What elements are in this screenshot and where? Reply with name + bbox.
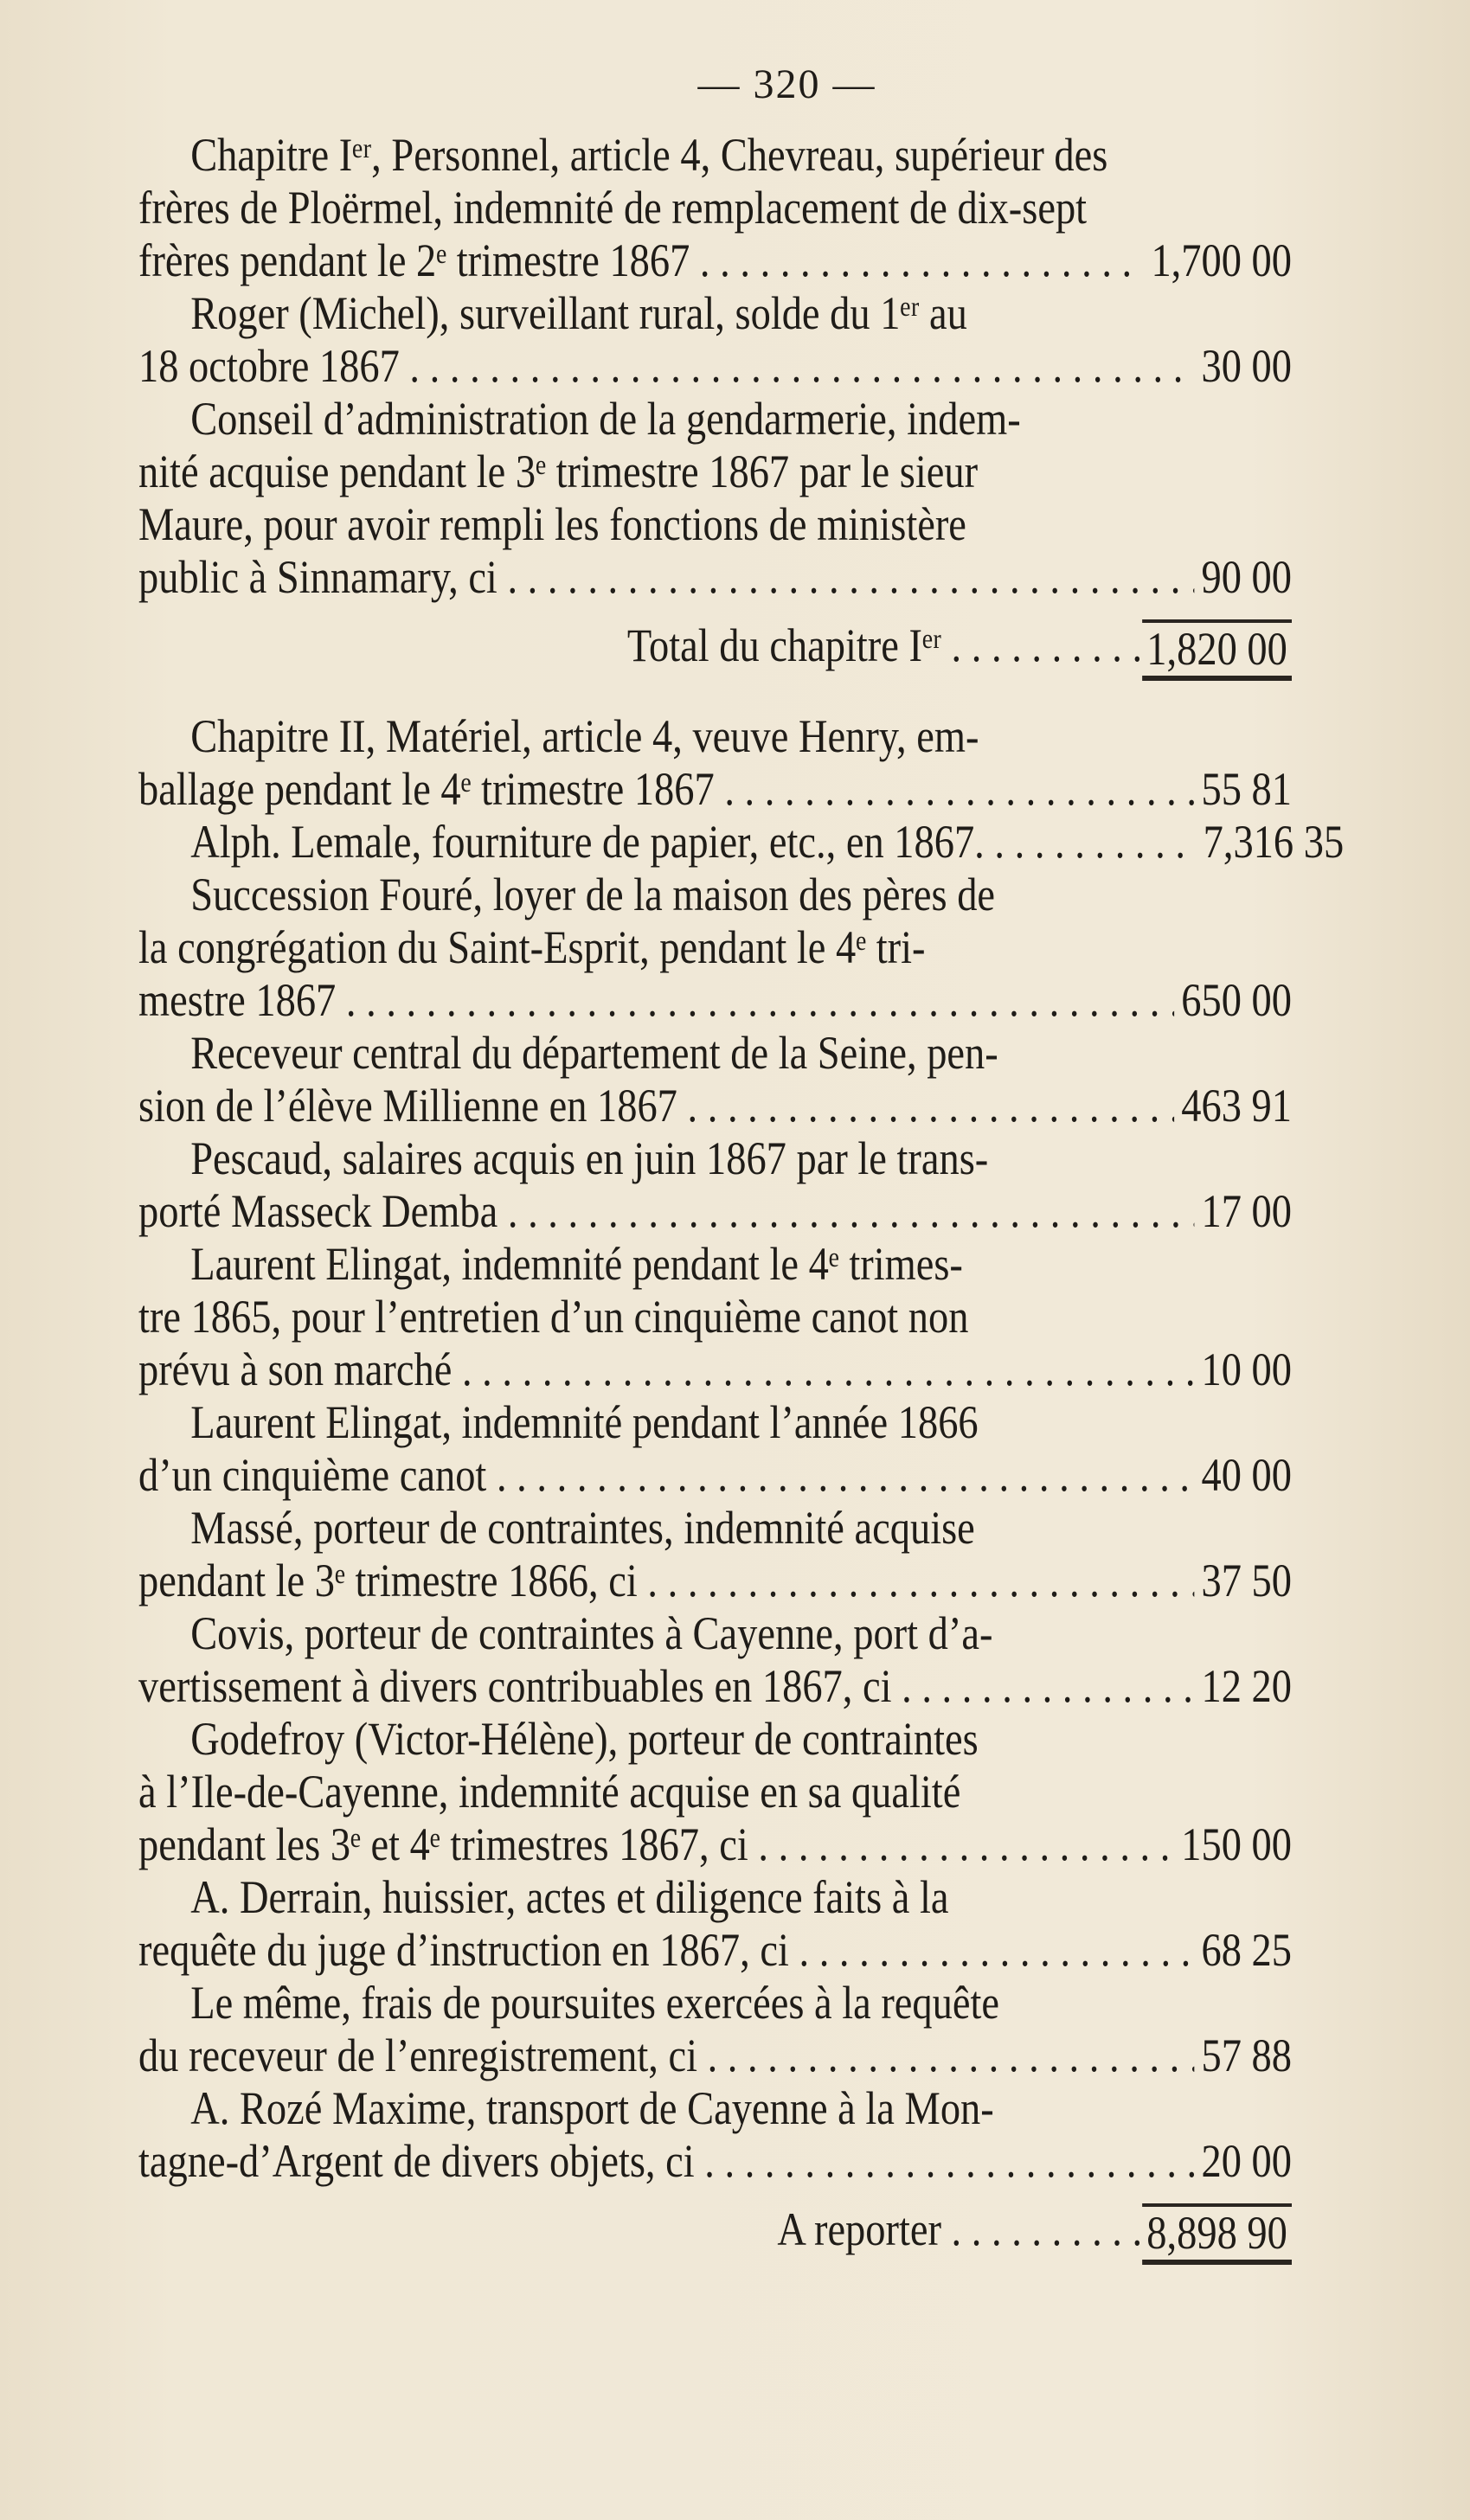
entry-amount: 57 88: [1201, 2029, 1292, 2081]
entry-line: à l’Ile-de-Cayenne, indemnité acquise en sa qualité: [138, 1766, 961, 1818]
entry-amount: 55 81: [1201, 763, 1292, 815]
entry-text: d’un cinquième canot . . .: [138, 1449, 1194, 1502]
chapter-2-entries: [138, 710, 1435, 2188]
entry-amount: 37 50: [1201, 1555, 1292, 1606]
ledger-entry: [138, 1871, 1435, 1977]
entry-text: pendant le 3ᵉ trimestre 1866, ci . . .: [138, 1555, 1194, 1607]
entry-line: Succession Fouré, loyer de la maison des pères de: [190, 869, 996, 920]
entry-line: Chapitre II, Matériel, article 4, veuve Henry, em-: [190, 710, 979, 762]
entry-line: Godefroy (Victor-Hélène), porteur de contraintes: [190, 1713, 979, 1765]
entry-line: [138, 1924, 1292, 1977]
ledger-entry: [138, 1238, 1435, 1396]
ledger-entry: [138, 287, 1435, 393]
carry-amount: 8,898 90: [1142, 2203, 1292, 2265]
entry-text: pendant les 3ᵉ et 4ᵉ trimestres 1867, ci . . .: [138, 1818, 1174, 1871]
entry-text: du receveur de l’enregistrement, ci . . .: [138, 2029, 1194, 2082]
ledger-entry: [138, 393, 1435, 604]
entry-line: Receveur central du département de la Seine, pen-: [190, 1027, 998, 1079]
entry-text: tagne-d’Argent de divers objets, ci . . .: [138, 2135, 1194, 2188]
entry-amount: 10 00: [1201, 1343, 1292, 1395]
entry-line: [138, 816, 1344, 869]
entry-line: Roger (Michel), surveillant rural, solde du 1ᵉʳ au: [190, 287, 967, 339]
ledger-entry: [138, 816, 1435, 869]
entry-line: Maure, pour avoir rempli les fonctions de ministère: [138, 498, 966, 550]
entry-amount: 90 00: [1201, 551, 1292, 603]
ledger-entry: [138, 1132, 1435, 1238]
entry-line: [138, 1185, 1292, 1238]
carry-forward: [138, 2188, 1292, 2277]
entry-line: la congrégation du Saint-Esprit, pendant le 4ᵉ tri-: [138, 921, 926, 973]
entry-text: Alph. Lemale, fourniture de papier, etc., en 1867. . . .: [190, 816, 1196, 869]
entry-line: [138, 1818, 1292, 1871]
entry-line: frères de Ploërmel, indemnité de remplacement de dix-sept: [138, 182, 1088, 234]
ledger-entry: [138, 2082, 1435, 2188]
ledger-entry: [138, 1977, 1435, 2082]
ledger-entry: [138, 869, 1435, 1027]
ledger-entry: [138, 710, 1435, 816]
entry-line: [138, 763, 1292, 816]
ledger-entry: [138, 1607, 1435, 1713]
entry-amount: 12 20: [1201, 1660, 1292, 1712]
entry-line: [138, 1449, 1292, 1502]
entry-line: Laurent Elingat, indemnité pendant le 4ᵉ trimes-: [190, 1238, 963, 1290]
entry-amount: 17 00: [1201, 1185, 1292, 1237]
entry-text: mestre 1867 . . .: [138, 974, 1174, 1027]
total-amount: 1,820 00: [1142, 619, 1292, 681]
entry-line: [138, 551, 1292, 604]
entry-text: porté Masseck Demba . . .: [138, 1185, 1194, 1238]
entry-text: ballage pendant le 4ᵉ trimestre 1867 . . .: [138, 763, 1194, 816]
ledger-entry: [138, 1502, 1435, 1607]
entry-text: public à Sinnamary, ci . . .: [138, 551, 1194, 604]
ledger-entry: [138, 1396, 1435, 1502]
chapter-1-total: [138, 604, 1292, 693]
entry-text: frères pendant le 2ᵉ trimestre 1867 . . .: [138, 234, 1144, 287]
entry-line: [138, 1080, 1292, 1132]
entry-line: [138, 340, 1292, 393]
entry-amount: 7,316 35: [1203, 816, 1345, 868]
chapter-1-entries: [138, 129, 1435, 604]
total-label: Total du chapitre Iᵉʳ . . .: [627, 619, 1142, 681]
entry-line: [138, 1343, 1292, 1396]
entry-text: sion de l’élève Millienne en 1867 . . .: [138, 1080, 1174, 1132]
entry-amount: 30 00: [1201, 340, 1292, 392]
entry-line: Covis, porteur de contraintes à Cayenne, port d’a-: [190, 1607, 993, 1659]
entry-line: A. Rozé Maxime, transport de Cayenne à la Mon-: [190, 2082, 994, 2134]
entry-line: Massé, porteur de contraintes, indemnité acquise: [190, 1502, 975, 1554]
entry-line: [138, 1660, 1292, 1713]
ledger-entry: [138, 129, 1435, 287]
entry-amount: 463 91: [1181, 1080, 1292, 1132]
entry-text: 18 octobre 1867 . . .: [138, 340, 1194, 393]
entry-amount: 150 00: [1181, 1818, 1292, 1870]
entry-line: [138, 2029, 1292, 2082]
entry-line: Laurent Elingat, indemnité pendant l’année 1866: [190, 1396, 979, 1448]
entry-line: [138, 234, 1292, 287]
entry-line: [138, 2135, 1292, 2188]
entry-line: [138, 1555, 1292, 1607]
entry-amount: 1,700 00: [1151, 234, 1292, 286]
entry-line: tre 1865, pour l’entretien d’un cinquième canot non: [138, 1291, 969, 1343]
entry-text: vertissement à divers contribuables en 1867, ci . . .: [138, 1660, 1194, 1713]
entry-amount: 650 00: [1181, 974, 1292, 1026]
entry-line: Le même, frais de poursuites exercées à la requête: [190, 1977, 999, 2029]
entry-line: nité acquise pendant le 3ᵉ trimestre 1867 par le sieur: [138, 446, 979, 497]
entry-text: prévu à son marché . . .: [138, 1343, 1194, 1396]
entry-line: Pescaud, salaires acquis en juin 1867 par le trans-: [190, 1132, 989, 1184]
entry-line: A. Derrain, huissier, actes et diligence faits à la: [190, 1871, 949, 1923]
entry-amount: 20 00: [1201, 2135, 1292, 2187]
page-number: — 320 —: [697, 61, 876, 107]
entry-line: Chapitre Iᵉʳ, Personnel, article 4, Chevreau, supérieur des: [190, 129, 1108, 181]
entry-line: [138, 974, 1292, 1027]
carry-label: A reporter . . .: [777, 2203, 1142, 2265]
ledger-entry: [138, 1713, 1435, 1871]
entry-text: requête du juge d’instruction en 1867, ci . . .: [138, 1924, 1194, 1977]
entry-amount: 40 00: [1201, 1449, 1292, 1501]
entry-amount: 68 25: [1201, 1924, 1292, 1976]
entry-line: Conseil d’administration de la gendarmerie, indem-: [190, 393, 1021, 445]
ledger-entry: [138, 1027, 1435, 1132]
